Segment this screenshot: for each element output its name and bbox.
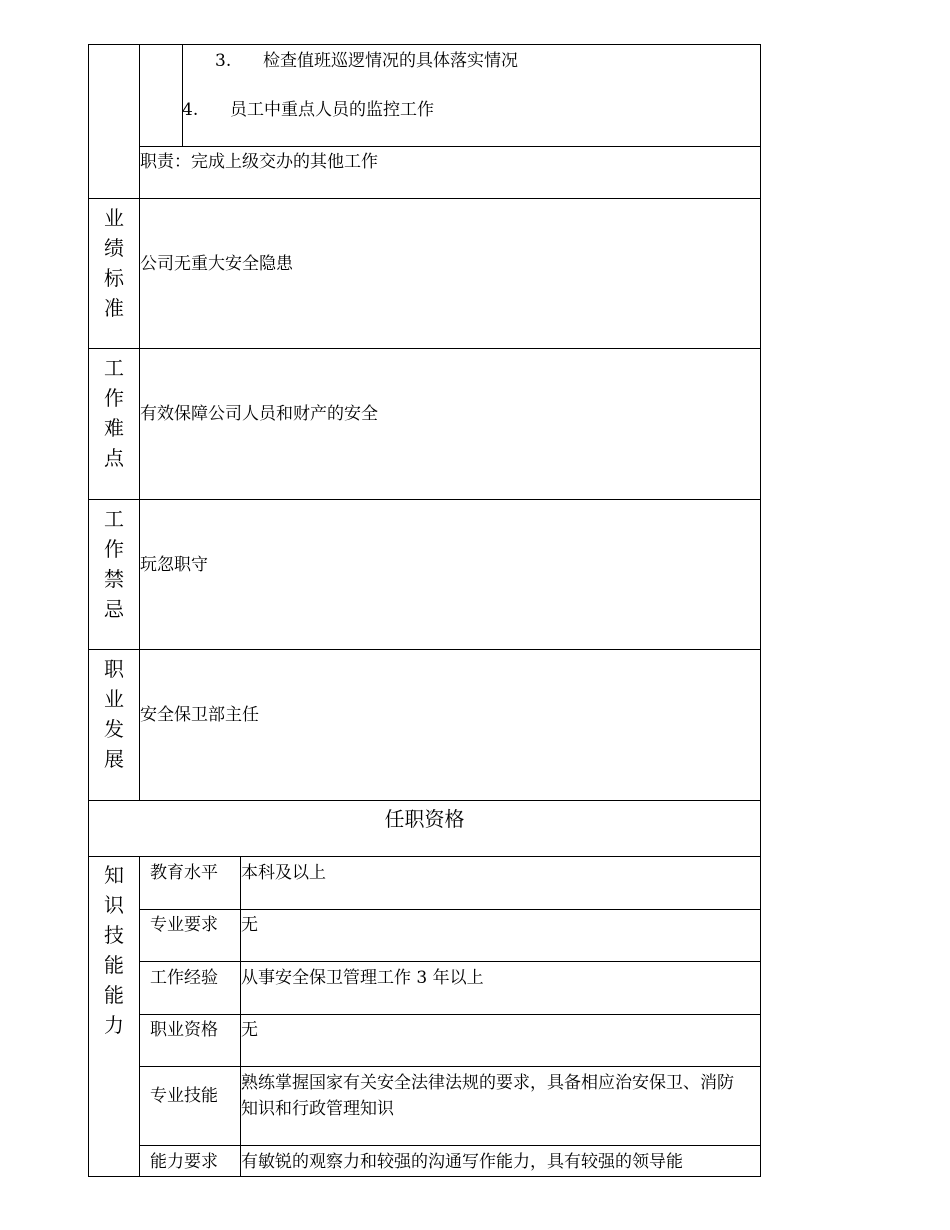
border-inner-col [182, 44, 183, 147]
border-row [88, 649, 761, 650]
work-taboo-label: 工 作 禁 忌 [104, 507, 124, 621]
border-row [88, 499, 761, 500]
work-difficulty-content: 有效保障公司人员和财产的安全 [140, 404, 378, 424]
border-qual-row [139, 1066, 761, 1067]
duty-other: 职责：完成上级交办的其他工作 [140, 152, 378, 172]
qual-major-value: 无 [241, 915, 258, 935]
border-row [88, 800, 761, 801]
qual-experience-value: 从事安全保卫管理工作 3 年以上 [241, 968, 484, 988]
border-qual-label-col [139, 856, 140, 1177]
duty-item-3-text: 检查值班巡逻情况的具体落实情况 [263, 51, 518, 71]
qualification-title: 任职资格 [384, 807, 465, 831]
duty-item-4-number: 4. [182, 100, 199, 120]
qual-ability-value: 有敏锐的观察力和较强的沟通写作能力，具有较强的领导能 [241, 1152, 683, 1172]
border-qual-row [139, 1014, 761, 1015]
duty-item-3-number: 3. [215, 51, 232, 71]
career-development-content: 安全保卫部主任 [140, 705, 259, 725]
border-duty-sub [139, 146, 761, 147]
performance-standard-label: 业 绩 标 准 [104, 206, 124, 320]
qual-education-label: 教育水平 [150, 863, 218, 883]
career-development-label: 职 业 发 展 [104, 657, 124, 771]
qual-certificate-value: 无 [241, 1020, 258, 1040]
border-qual-row [139, 961, 761, 962]
work-taboo-content: 玩忽职守 [140, 555, 208, 575]
qual-certificate-label: 职业资格 [150, 1020, 218, 1040]
work-difficulty-label: 工 作 难 点 [104, 356, 124, 470]
qual-education-value: 本科及以上 [241, 863, 326, 883]
border-qual-value-col [240, 856, 241, 1177]
border-bottom [88, 1176, 761, 1177]
qual-experience-label: 工作经验 [150, 968, 218, 988]
border-row [88, 856, 761, 857]
border-top [88, 44, 761, 45]
performance-standard-content: 公司无重大安全隐患 [140, 254, 293, 274]
duty-item-4-text: 员工中重点人员的监控工作 [230, 100, 434, 120]
border-qual-row [139, 1145, 761, 1146]
border-qual-row [139, 909, 761, 910]
border-row [88, 198, 761, 199]
qual-skill-label: 专业技能 [150, 1086, 218, 1106]
knowledge-skill-ability-label: 知 识 技 能 能 力 [104, 863, 124, 1037]
qual-skill-value: 熟练掌握国家有关安全法律法规的要求，具备相应治安保卫、消防知识和行政管理知识 [241, 1073, 734, 1119]
qual-ability-label: 能力要求 [150, 1152, 218, 1172]
border-row [88, 348, 761, 349]
qual-major-label: 专业要求 [150, 915, 218, 935]
border-right [760, 44, 761, 1177]
